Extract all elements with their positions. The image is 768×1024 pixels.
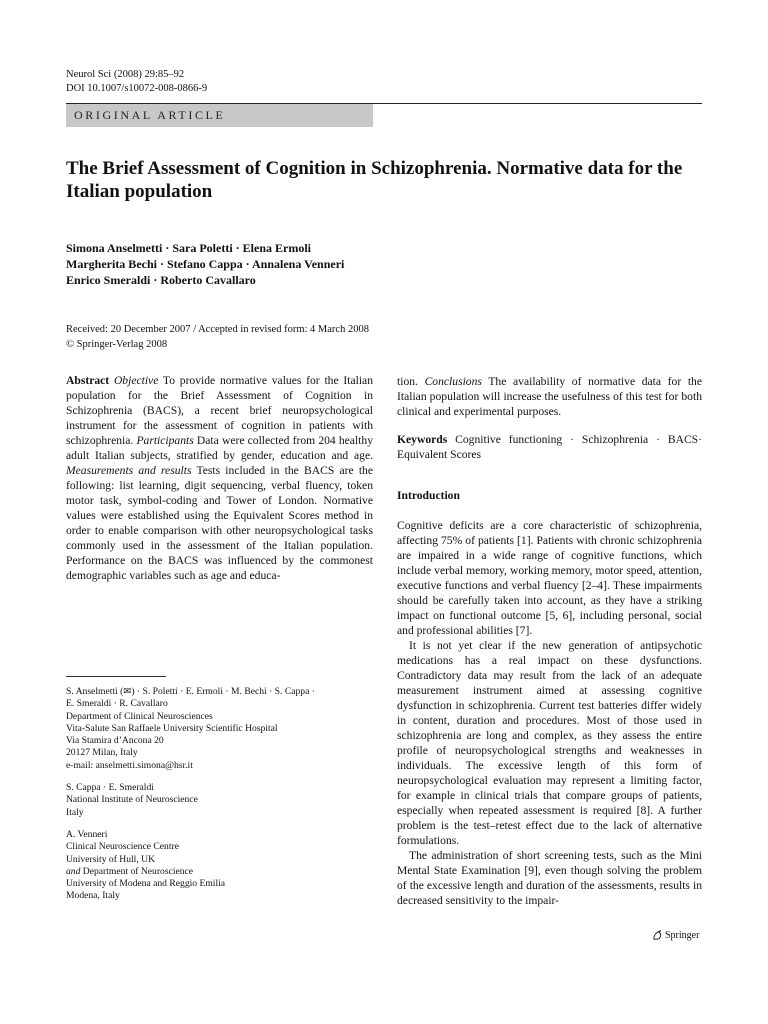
affiliation-block-1 — [66, 686, 373, 772]
abstract-cont-prefix: tion. — [397, 375, 425, 388]
affiliation-line: A. Venneri — [66, 828, 108, 840]
affiliation-line: National Institute of Neuroscience — [66, 794, 198, 806]
measurements-text: Tests included in the BACS are the following: list learning, digit sequencing, verbal fluency, token motor task, symbol-coding and Tower of London. Normative values were established using the Equivalent Scores method in order to enable comparison with other neuropsychological tasks commonly used in the assessment of the Italian population. Performance on the BACS was influenced by the commonest demographic variables such as age and educa- — [66, 464, 373, 582]
article-type-banner: ORIGINAL ARTICLE — [66, 104, 373, 127]
abstract-continued — [397, 374, 702, 419]
intro-paragraph-2: It is not yet clear if the new generation of antipsychotic medications has a real impact on these dysfunctions. Contradictory data may result from the lack of an adequate measurement instrument aimed at assessing cognitive dysfunction in schizophrenia. Current test batteries differ widely in content, duration and procedures. Most of those used in schizophrenia are long and complex, as they assess the entire profile of neuropsychological strengths and weaknesses in individuals. The excessive length of this form of neuropsychological evaluation may represent a limiting factor, for example in clinical trials that compare groups of patients, especially when repeated assessment is required [8]. A further problem is the test–retest effect due to the lack of alternative formulations. — [397, 639, 702, 847]
affiliation-line: University of Hull, UK — [66, 853, 155, 865]
affiliation-line — [66, 866, 373, 878]
author-line: Simona Anselmetti · Sara Poletti · Elena Ermoli — [66, 241, 311, 255]
journal-header — [66, 68, 207, 96]
introduction-heading: Introduction — [397, 489, 460, 502]
affiliation-line: Vita-Salute San Raffaele University Scientific Hospital — [66, 722, 278, 734]
affiliation-line: E. Smeraldi · R. Cavallaro — [66, 698, 168, 710]
affiliation-line: Department of Clinical Neurosciences — [66, 710, 213, 722]
participants-label: Participants — [136, 434, 194, 447]
affiliation-line: Modena, Italy — [66, 890, 120, 902]
abstract-label: Abstract — [66, 374, 110, 387]
abstract — [66, 373, 373, 583]
author-line: Enrico Smeraldi · Roberto Cavallaro — [66, 273, 256, 287]
affiliation-line: Via Stamira d’Ancona 20 — [66, 735, 164, 747]
keywords-label: Keywords — [397, 433, 448, 446]
intro-paragraph-1: Cognitive deficits are a core characteristic of schizophrenia, affecting 75% of patients [1]. Patients with chronic schizophrenia are impaired in a wide range of cognitive functions, which include verbal memory, working memory, motor speed, attention, executive functions and verbal fluency [2–4]. These impairments should be carefully taken into account, as they have a striking impact on functional outcome [5, 6], including personal, social and professional abilities [7]. — [397, 519, 702, 637]
and-italic: and — [66, 865, 81, 877]
springer-horse-icon — [652, 930, 663, 941]
received-dates: Received: 20 December 2007 / Accepted in revised form: 4 March 2008 — [66, 324, 369, 335]
affiliation-line: Italy — [66, 806, 84, 818]
intro-paragraph-3: The administration of short screening tests, such as the Mini Mental State Examination [9], even though solving the problem of the excessive length and duration of the assessments, results in decreased sensitivity to the impair- — [397, 849, 702, 907]
affiliation-line: S. Anselmetti (✉) · S. Poletti · E. Ermoli · M. Bechi · S. Cappa · — [66, 686, 315, 697]
publisher-name: Springer — [665, 930, 700, 941]
affiliation-line: S. Cappa · E. Smeraldi — [66, 782, 154, 794]
conclusions-text: The availability of normative data for the Italian population will increase the usefulness of this test for both clinical and experimental purposes. — [397, 375, 702, 418]
affiliation-block-2 — [66, 782, 373, 819]
publisher-logo — [652, 930, 699, 941]
objective-label: Objective — [113, 374, 159, 387]
affiliation-line: University of Modena and Reggio Emilia — [66, 878, 226, 890]
objective-text: To provide normative values for the Italian population for the Brief Assessment of Cognition in Schizophrenia (BACS), a recent brief neuropsychological instrument for the assessment of cognition in patients with schizophrenia. — [66, 374, 373, 447]
affiliation-line: Clinical Neuroscience Centre — [66, 841, 179, 853]
copyright: © Springer-Verlag 2008 — [66, 339, 168, 350]
affiliations — [66, 686, 373, 913]
author-line: Margherita Bechi · Stefano Cappa · Annalena Venneri — [66, 257, 345, 271]
participants-text: Data were collected from 204 healthy adult Italian subjects, stratified by gender, education and age. — [66, 434, 373, 462]
affiliation-line: 20127 Milan, Italy — [66, 747, 138, 759]
keywords-text: Cognitive functioning · Schizophrenia · BACS· Equivalent Scores — [397, 433, 702, 461]
introduction-body — [397, 518, 702, 908]
keywords — [397, 432, 702, 462]
affiliation-block-3 — [66, 829, 373, 903]
affiliation-text: Department of Neuroscience — [80, 865, 194, 877]
article-title: The Brief Assessment of Cognition in Schizophrenia. Normative data for the Italian population — [66, 158, 683, 202]
author-list — [66, 240, 344, 288]
measurements-label: Measurements and results — [66, 464, 192, 477]
footnote-rule — [66, 676, 166, 677]
dates-block — [66, 322, 369, 352]
contact-email[interactable]: e-mail: anselmetti.simona@hsr.it — [66, 759, 193, 771]
conclusions-label: Conclusions — [424, 375, 482, 388]
journal-citation: Neurol Sci (2008) 29:85–92 — [66, 69, 185, 80]
journal-doi: DOI 10.1007/s10072-008-0866-9 — [66, 83, 208, 94]
